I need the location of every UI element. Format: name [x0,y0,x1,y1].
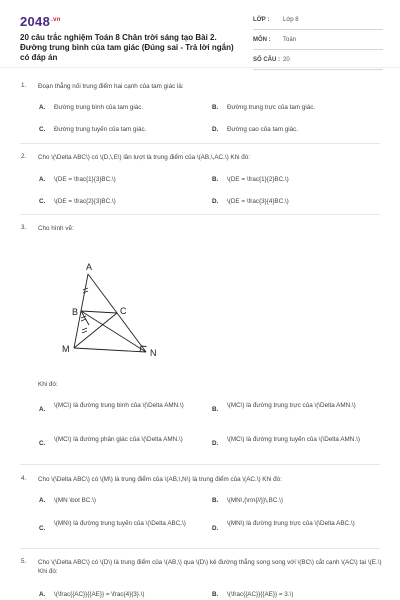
option-letter[interactable]: A. [39,591,46,598]
question-number: 5. [21,558,27,565]
option-text[interactable]: \(MN \bot BC.\) [54,497,96,504]
segment-mc [74,313,117,348]
meta-value: Toán [283,37,297,43]
question-divider [20,214,380,215]
meta-value: Lớp 8 [283,17,299,23]
question-text: Cho \(\Delta ABC\) có \(D,\,E\) lần lượt là trung điểm của \(AB,\,AC.\) Khi đó: [38,154,251,161]
question-number: 2. [21,153,27,160]
option-text[interactable]: \(\frac{{AC}}{{AE}} = 3.\) [227,591,294,598]
option-letter[interactable]: A. [39,104,46,111]
question-text: Cho hình vẽ: [38,225,74,232]
label-c: C [120,306,127,316]
meta-value: 20 [283,57,290,63]
option-letter[interactable]: B. [212,176,219,183]
tick-mark [82,331,87,333]
label-a: A [86,262,93,272]
option-text[interactable]: Đường trung bình của tam giác. [54,104,144,111]
option-text[interactable]: \(DE = \frac{3}{4}BC.\) [227,198,289,205]
meta-label: LỚP : [253,17,270,23]
label-n: N [150,348,157,358]
triangle-figure [52,260,172,370]
question-prompt: Khi đó: [38,381,58,388]
tick-mark [81,319,86,321]
option-text[interactable]: \(MC\) là đường trung trực của \(\Delta AMN.\) [227,402,356,409]
label-m: M [62,344,70,354]
meta-label: SỐ CÂU : [253,57,280,63]
option-letter[interactable]: D. [212,440,219,447]
option-text[interactable]: \(DE = \frac{1}{2}BC.\) [227,176,289,183]
option-letter[interactable]: C. [39,440,46,447]
label-b: B [72,307,79,317]
option-text[interactable]: \(DE = \frac{1}{3}BC.\) [54,176,116,183]
option-letter[interactable]: C. [39,525,46,532]
question-text: Cho \(\Delta ABC\) có \(M\) là trung điểm của \(AB,\,N\) là trung điểm của \(AC.\) Khi đó: [38,476,282,483]
logo-main: 2048 [20,14,51,29]
meta-label: MÔN : [253,37,271,43]
option-letter[interactable]: D. [212,126,219,133]
segment-bn [81,311,146,352]
question-divider [20,548,380,549]
option-text[interactable]: \(MC\) là đường trung bình của \(\Delta AMN.\) [54,402,184,409]
option-text[interactable]: \(MC\) là đường trung tuyến của \(\Delta AMN.\) [227,436,360,443]
question-text: Cho \(\Delta ABC\) có \(D\) là trung điểm của \(AB,\) qua \(D\) kẻ đường thẳng song song với \(BC\) cắt cạnh \(AC\) tại \(E.\) Khi đó: [38,559,382,575]
question-number: 3. [21,224,27,231]
page-title: 20 câu trắc nghiệm Toán 8 Chân trời sáng tạo Bài 2. Đường trung bình của tam giác (Đúng sai - Trả lời ngắn) có đáp án [20,33,234,62]
option-text[interactable]: \(MC\) là đường phân giác của \(\Delta AMN.\) [54,436,183,443]
option-letter[interactable]: A. [39,406,46,413]
question-divider [20,464,380,465]
option-letter[interactable]: C. [39,198,46,205]
option-letter[interactable]: B. [212,591,219,598]
option-letter[interactable]: D. [212,198,219,205]
option-text[interactable]: \(MN\) là đường trung tuyến của \(\Delta ABC.\) [54,520,186,527]
option-text[interactable]: Đường trung tuyến của tam giác. [54,126,147,133]
option-letter[interactable]: A. [39,497,46,504]
option-text[interactable]: Đường cao của tam giác. [227,126,298,133]
option-text[interactable]: \(\frac{{AC}}{{AE}} = \frac{4}{3}.\) [54,591,145,598]
question-number: 1. [21,82,27,89]
question-number: 4. [21,475,27,482]
tick-mark [82,328,87,330]
segment-bc [81,311,117,313]
option-letter[interactable]: C. [39,126,46,133]
option-letter[interactable]: B. [212,406,219,413]
option-letter[interactable]: B. [212,497,219,504]
option-text[interactable]: \(DE = \frac{2}{3}BC.\) [54,198,116,205]
segment-mn [74,348,146,352]
question-text: Đoạn thẳng nối trung điểm hai cạnh của tam giác là: [38,83,184,90]
option-letter[interactable]: B. [212,104,219,111]
option-letter[interactable]: A. [39,176,46,183]
option-letter[interactable]: D. [212,525,219,532]
tick-mark [83,291,88,293]
option-text[interactable]: Đường trung trực của tam giác. [227,104,316,111]
question-divider [20,143,380,144]
option-text[interactable]: \(MN\) là đường trung trực của \(\Delta ABC.\) [227,520,355,527]
logo-sub: .vn [51,16,61,23]
option-text[interactable]: \(MN\,{\rm{//}}\,BC.\) [227,497,283,504]
